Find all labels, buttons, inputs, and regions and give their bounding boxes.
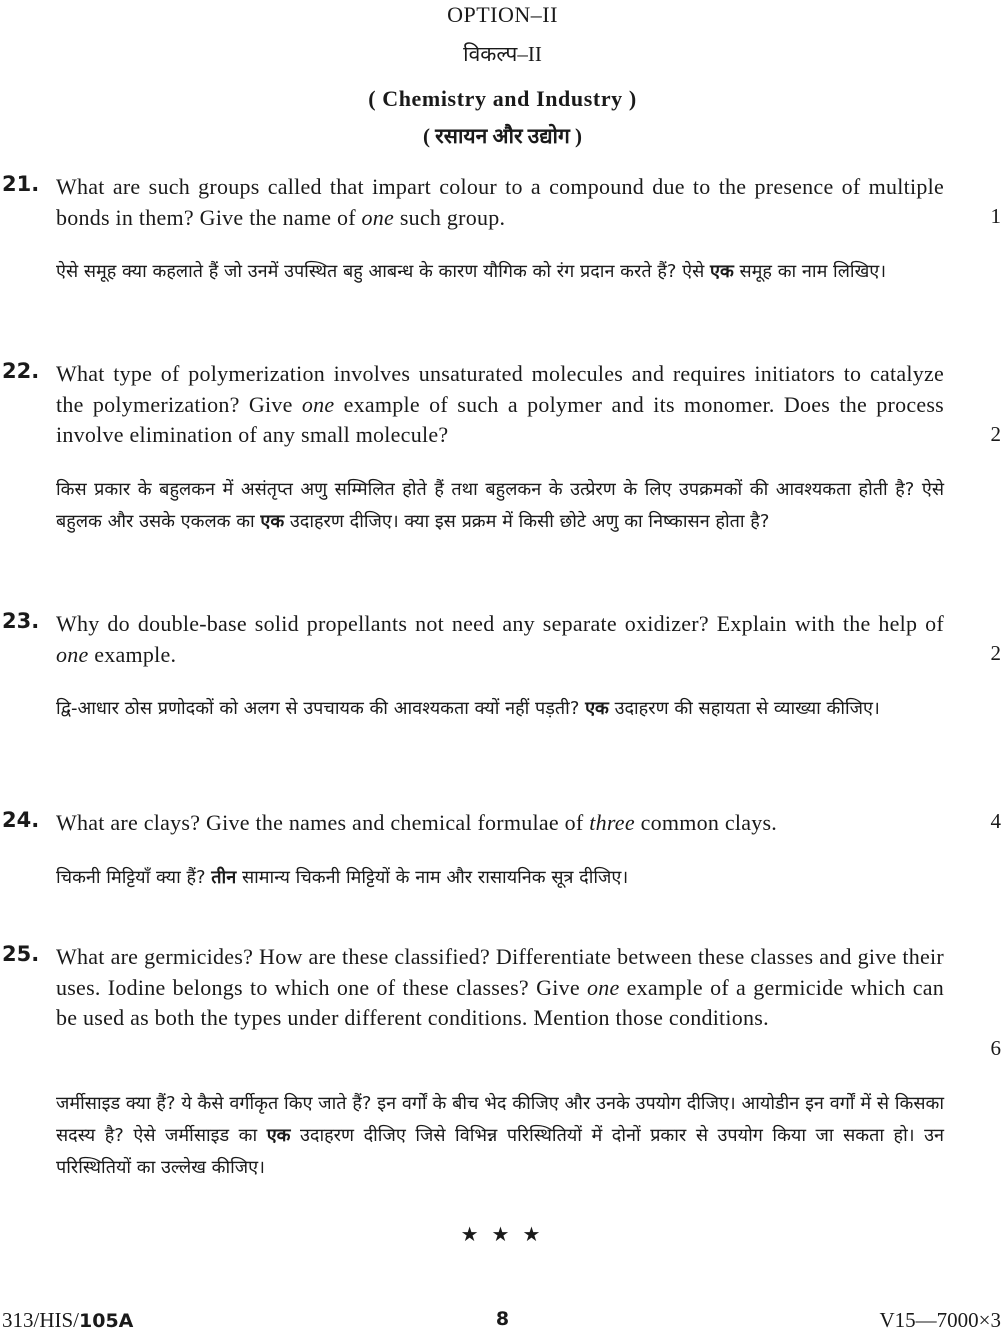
question-text-hindi: जर्मीसाइड क्या हैं? ये कैसे वर्गीकृत किए जाते हैं? इन वर्गों के बीच भेद कीजिए और उनके उपयोग दीजिए। आयोडीन इन वर्गों में से किसका सदस्य है? ऐसे जर्मीसाइड का एक उदाहरण दीजिए जिसे विभिन्न परिस्थितियों में दोनों प्रकार से उपयोग किया जा सकता हो। उन परिस्थितियों का उल्लेख कीजिए। [56, 1093, 945, 1178]
question-number: 25. [2, 942, 40, 966]
question-marks: 1 [990, 204, 1001, 228]
section-heading: ( Chemistry and Industry ) [368, 86, 637, 111]
question-marks: 4 [990, 809, 1001, 833]
emphasis: three [589, 810, 635, 835]
emphasis: one [587, 974, 620, 1000]
question-text-hindi: ऐसे समूह क्या कहलाते हैं जो उनमें उपस्थित बहु आबन्ध के कारण यौगिक को रंग प्रदान करते हैं? ऐसे एक समूह का नाम लिखिए। [56, 261, 887, 282]
footer-paper-code: 313/HIS/105A [2, 1308, 134, 1332]
bold-word: तीन [211, 867, 237, 888]
end-of-paper-stars: ★ ★ ★ [460, 1224, 545, 1246]
bold-word: एक [260, 511, 285, 532]
question-text: Why do double-base solid propellants not need any separate oxidizer? Explain with the help of one example. [56, 611, 944, 667]
question-marks: 6 [990, 1036, 1001, 1060]
question-text-hindi: किस प्रकार के बहुलकन में असंतृप्त अणु सम्मिलित होते हैं तथा बहुलकन के उत्प्रेरण के लिए उपक्रमकों की आवश्यकता होती है? ऐसे बहुलक और उसके एकलक का एक उदाहरण दीजिए। क्या इस प्रक्रम में किसी छोटे अणु का निष्कासन होता है? [56, 479, 944, 532]
bold-word: एक [710, 261, 734, 282]
question-number: 22. [2, 359, 40, 383]
question-text: What type of polymerization involves unsaturated molecules and requires initiators to catalyze the polymerization? Give one example of such a polymer and its monomer. Does the process involve elimination of any small molecule? [56, 361, 944, 448]
emphasis: one [56, 641, 89, 667]
question-number: 21. [2, 172, 40, 196]
question-text: What are germicides? How are these classified? Differentiate between these classes and give their uses. Iodine belongs to which one of these classes? Give one example of a germicide which can be used as both the types under different conditions. Mention those conditions. [56, 944, 944, 1031]
question-marks: 2 [990, 641, 1001, 665]
question-text: What are clays? Give the names and chemical formulae of three common clays. [56, 810, 778, 835]
section-heading-hindi: ( रसायन और उद्योग ) [422, 124, 583, 148]
question-text-hindi: चिकनी मिट्टियाँ क्या हैं? तीन सामान्य चिकनी मिट्टियों के नाम और रासायनिक सूत्र दीजिए। [56, 867, 629, 888]
question-number: 23. [2, 609, 40, 633]
option-heading-hindi: विकल्प–II [463, 42, 542, 66]
emphasis: one [361, 204, 395, 230]
question-text-hindi: द्वि-आधार ठोस प्रणोदकों को अलग से उपचायक की आवश्यकता क्यों नहीं पड़ती? एक उदाहरण की सहायता से व्याख्या कीजिए। [56, 698, 880, 719]
question-number: 24. [2, 808, 40, 832]
question-text: What are such groups called that impart colour to a compound due to the presence of multiple bonds in them? Give the name of one such group. [56, 174, 944, 230]
option-heading: OPTION–II [447, 2, 558, 27]
bold-word: एक [585, 698, 609, 719]
bold-word: एक [266, 1125, 291, 1146]
emphasis: one [301, 391, 335, 417]
footer-page-number: 8 [495, 1308, 510, 1330]
question-marks: 2 [990, 422, 1001, 446]
footer-print-code: V15—7000×3 [879, 1308, 1001, 1332]
